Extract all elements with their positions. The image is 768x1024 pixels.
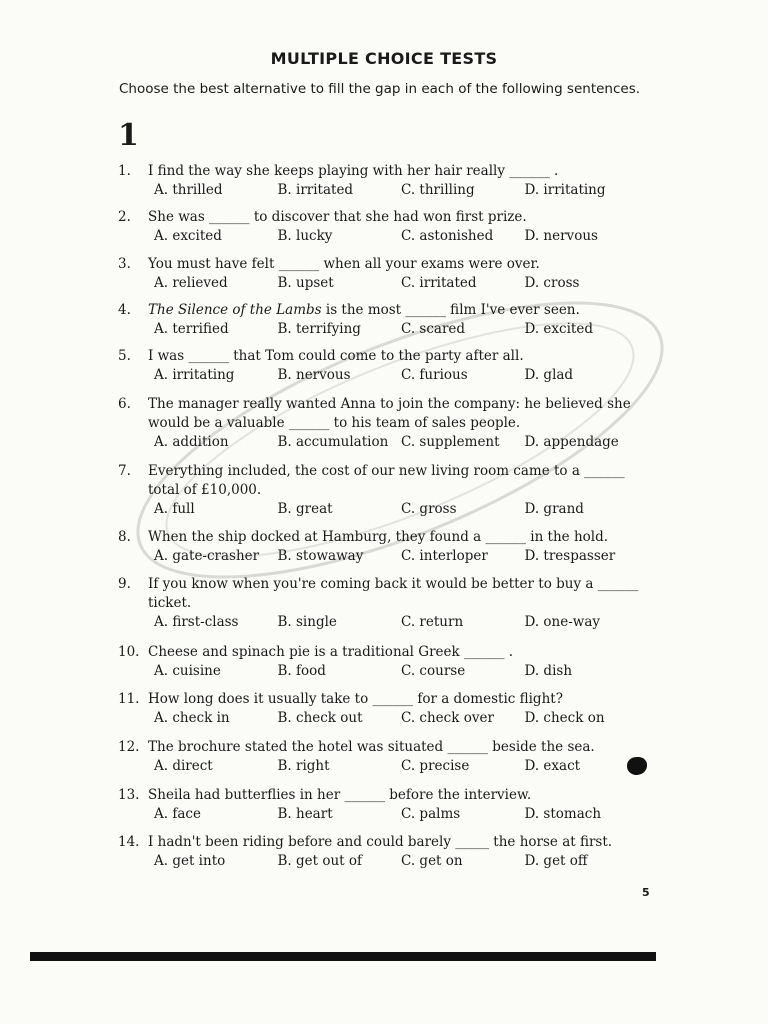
question-number: 4.	[118, 302, 131, 318]
option-d: D. dish	[524, 663, 573, 679]
question-text: I find the way she keeps playing with her hair really ______ .	[148, 163, 559, 179]
option-a: A. thrilled	[154, 182, 223, 198]
option-b: B. terrifying	[277, 321, 361, 337]
question-12	[118, 738, 648, 776]
section-number: 1	[118, 118, 139, 153]
option-c: C. check over	[401, 710, 494, 726]
question-11	[118, 690, 648, 728]
question-9	[118, 575, 648, 632]
option-c: C. furious	[401, 367, 468, 383]
option-b: B. nervous	[277, 367, 351, 383]
question-number: 12.	[118, 739, 140, 755]
option-b: B. food	[277, 663, 326, 679]
question-number: 1.	[118, 163, 131, 179]
option-d: D. trespasser	[524, 548, 616, 564]
question-8	[118, 528, 648, 566]
option-c: C. course	[401, 663, 466, 679]
option-c: C. gross	[401, 501, 457, 517]
question-3	[118, 255, 648, 293]
instructions: Choose the best alternative to fill the gap in each of the following sentences.	[119, 81, 641, 97]
question-text: She was ______ to discover that she had won first prize.	[148, 209, 527, 225]
option-b: B. accumulation	[277, 434, 389, 450]
question-text: The manager really wanted Anna to join the company: he believed she would be a valuable ______ to his team of sales people.	[148, 396, 631, 431]
page-title: MULTIPLE CHOICE TESTS	[270, 49, 498, 68]
question-text: Cheese and spinach pie is a traditional Greek ______ .	[148, 644, 514, 660]
option-b: B. check out	[277, 710, 363, 726]
option-d: D. irritating	[524, 182, 606, 198]
option-a: A. face	[154, 806, 201, 822]
option-d: D. cross	[524, 275, 580, 291]
question-number: 10.	[118, 644, 140, 660]
option-c: C. palms	[401, 806, 461, 822]
option-c: C. supplement	[401, 434, 500, 450]
option-b: B. stowaway	[277, 548, 364, 564]
question-number: 3.	[118, 256, 131, 272]
option-a: A. addition	[154, 434, 229, 450]
option-d: D. glad	[524, 367, 574, 383]
option-a: A. excited	[154, 228, 222, 244]
question-text: How long does it usually take to ______ for a domestic flight?	[148, 691, 563, 707]
option-b: B. get out of	[277, 853, 363, 869]
question-14	[118, 833, 648, 871]
question-number: 9.	[118, 576, 131, 592]
option-d: D. stomach	[524, 806, 602, 822]
film-title: The Silence of the Lambs	[148, 302, 322, 318]
question-5	[118, 347, 648, 385]
question-2	[118, 208, 648, 246]
option-a: A. irritating	[154, 367, 235, 383]
question-text: I hadn't been riding before and could barely _____ the horse at first.	[148, 834, 613, 850]
question-number: 7.	[118, 463, 131, 479]
bottom-rule	[30, 952, 656, 961]
option-a: A. check in	[154, 710, 230, 726]
option-c: C. astonished	[401, 228, 494, 244]
option-d: D. get off	[524, 853, 588, 869]
question-number: 8.	[118, 529, 131, 545]
question-10	[118, 643, 648, 681]
question-number: 6.	[118, 396, 131, 412]
question-number: 5.	[118, 348, 131, 364]
option-a: A. direct	[154, 758, 213, 774]
option-d: D. grand	[524, 501, 584, 517]
option-d: D. excited	[524, 321, 593, 337]
question-7	[118, 462, 648, 519]
question-text: If you know when you're coming back it would be better to buy a ______ ticket.	[148, 576, 639, 611]
question-text: You must have felt ______ when all your exams were over.	[148, 256, 540, 272]
page-number: 5	[642, 886, 650, 899]
option-c: C. thrilling	[401, 182, 475, 198]
question-number: 13.	[118, 787, 140, 803]
option-b: B. upset	[277, 275, 334, 291]
option-c: C. precise	[401, 758, 470, 774]
option-c: C. return	[401, 614, 464, 630]
option-b: B. great	[277, 501, 333, 517]
question-13	[118, 786, 648, 824]
option-a: A. get into	[154, 853, 226, 869]
question-text: Everything included, the cost of our new living room came to a ______ total of £10,000.	[148, 463, 625, 498]
option-a: A. terrified	[154, 321, 229, 337]
option-c: C. get on	[401, 853, 463, 869]
question-text: is the most ______ film I've ever seen.	[321, 302, 580, 318]
option-b: B. right	[277, 758, 330, 774]
question-1	[118, 162, 648, 200]
option-b: B. lucky	[277, 228, 333, 244]
option-b: B. irritated	[277, 182, 354, 198]
option-c: C. irritated	[401, 275, 477, 291]
question-text: The brochure stated the hotel was situated ______ beside the sea.	[148, 739, 595, 755]
option-a: A. full	[154, 501, 195, 517]
option-a: A. gate-crasher	[154, 548, 260, 564]
question-text: Sheila had butterflies in her ______ before the interview.	[148, 787, 532, 803]
question-4	[118, 301, 648, 339]
option-b: B. heart	[277, 806, 333, 822]
question-number: 11.	[118, 691, 140, 707]
option-d: D. one-way	[524, 614, 601, 630]
question-text: When the ship docked at Hamburg, they found a ______ in the hold.	[148, 529, 609, 545]
question-text: I was ______ that Tom could come to the party after all.	[148, 348, 524, 364]
option-a: A. cuisine	[154, 663, 221, 679]
option-d: D. exact	[524, 758, 581, 774]
question-number: 14.	[118, 834, 140, 850]
question-number: 2.	[118, 209, 131, 225]
option-b: B. single	[277, 614, 337, 630]
option-a: A. relieved	[154, 275, 228, 291]
option-d: D. check on	[524, 710, 605, 726]
option-c: C. scared	[401, 321, 466, 337]
option-d: D. appendage	[524, 434, 619, 450]
option-a: A. first-class	[154, 614, 239, 630]
option-d: D. nervous	[524, 228, 598, 244]
option-c: C. interloper	[401, 548, 488, 564]
question-6	[118, 395, 648, 452]
